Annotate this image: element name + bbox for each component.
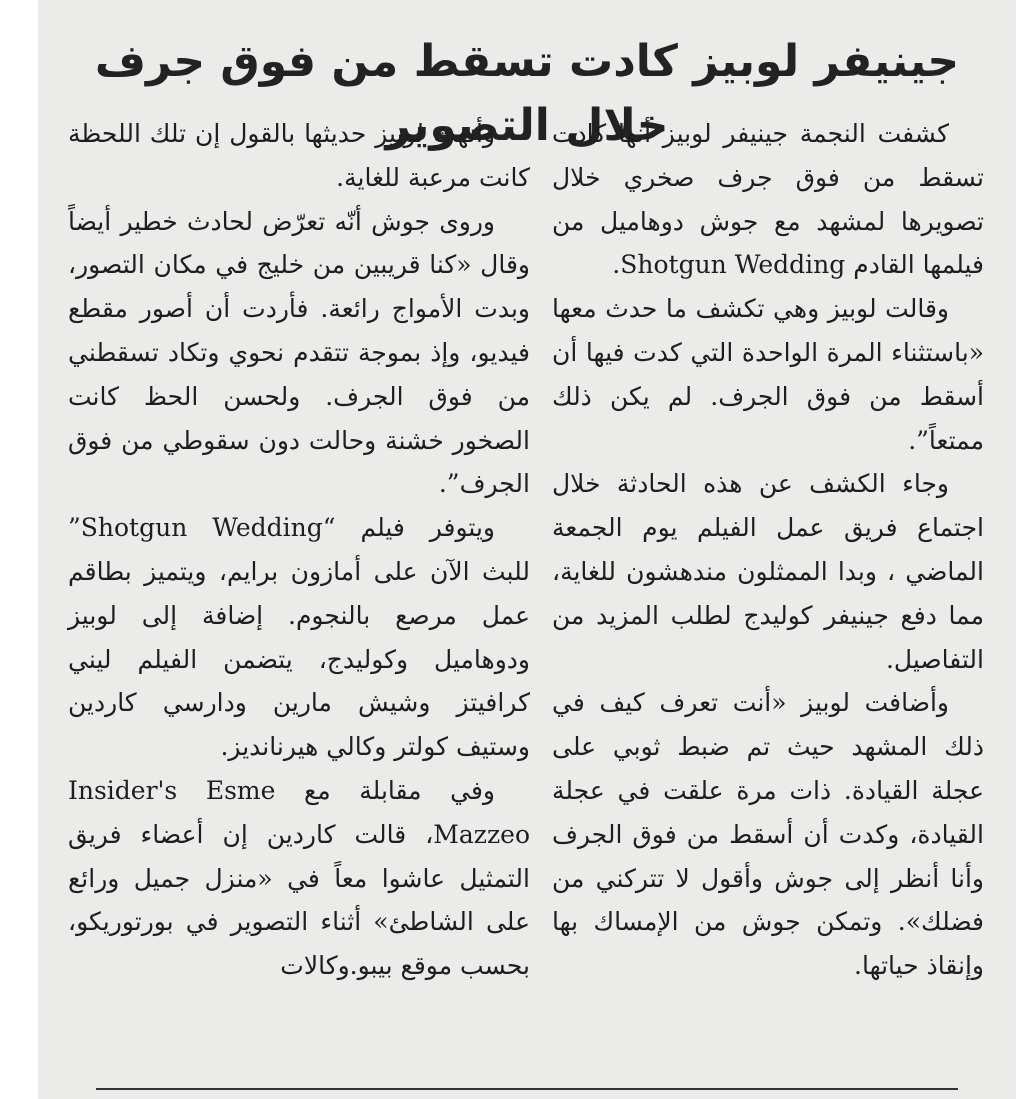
article-column-right bbox=[552, 112, 984, 988]
article-column-left bbox=[68, 112, 530, 988]
article-paragraph: ويتوفر فيلم “Shotgun Wedding” للبث الآن على أمازون برايم، ويتميز بطاقم عمل مرصع بالنجوم. إضافة إلى لوبيز ودوهاميل وكوليدج، يتضمن الفيلم ليني كرافيتز وشيش مارين ودارسي كاردين وستيف كولتر وكالي هيرنانديز. bbox=[68, 513, 530, 762]
article-paragraph: وروى جوش أنّه تعرّض لحادث خطير أيضاً وقال «كنا قريبين من خليج في مكان التصور، وبدت الأمواج رائعة. فأردت أن أصور مقطع فيديو، وإذ بموجة تتقدم نحوي وتكاد تسقطني من فوق الجرف. ولحسن الحظ كانت الصخور خشنة وحالت دون سقوطي من فوق الجرف”. bbox=[68, 206, 530, 499]
newspaper-page bbox=[38, 0, 1016, 1099]
article-paragraph: وقالت لوبيز وهي تكشف ما حدث معها «باستثناء المرة الواحدة التي كدت فيها أن أسقط من فوق الجرف. لم يكن ذلك ممتعاً”. bbox=[552, 294, 984, 455]
article-paragraph: كشفت النجمة جينيفر لوبيز أنها كادت تسقط من فوق جرف صخري خلال تصويرها لمشهد مع جوش دوهاميل من فيلمها القادم Shotgun Wedding. bbox=[552, 119, 984, 280]
bottom-divider bbox=[96, 1088, 958, 1090]
article-paragraph: وأضافت لوبيز «أنت تعرف كيف في ذلك المشهد حيث تم ضبط ثوبي على عجلة القيادة. ذات مرة علقت في عجلة القيادة، وكدت أن أسقط من فوق الجرف وأنا أنظر إلى جوش وأقول لا تتركني من فضلك». وتمكن جوش من الإمساك بها وإنقاذ حياتها. bbox=[552, 688, 984, 981]
article-paragraph: وفي مقابلة مع Insider's Esme Mazzeo، قالت كاردين إن أعضاء فريق التمثيل عاشوا معاً في «منزل جميل ورائع على الشاطئ» أثناء التصوير في بورتوريكو، بحسب موقع بيبو.وكالات bbox=[68, 775, 530, 981]
article-paragraph: وأنهت لوبيز حديثها بالقول إن تلك اللحظة كانت مرعبة للغاية. bbox=[68, 119, 530, 192]
article-headline: جينيفر لوبيز كادت تسقط من فوق جرف خلال التصوير bbox=[94, 36, 960, 151]
article-paragraph: وجاء الكشف عن هذه الحادثة خلال اجتماع فريق عمل الفيلم يوم الجمعة الماضي ، وبدا الممثلون مندهشون للغاية، مما دفع جينيفر كوليدج لطلب المزيد من التفاصيل. bbox=[552, 469, 984, 674]
